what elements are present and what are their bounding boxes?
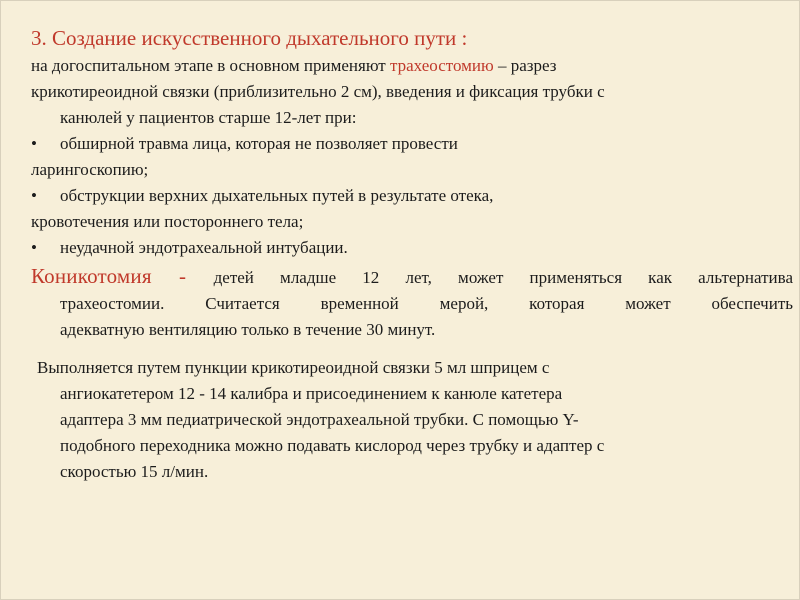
konikotomia-line-2: трахеостомии. Считается временной мерой, которая может обеспечить	[60, 294, 793, 313]
slide-content	[31, 23, 793, 485]
konikotomia-block	[31, 263, 793, 343]
procedure-line: скоростью 15 л/мин.	[60, 462, 209, 481]
tracheostomy-term: трахеостомию	[389, 56, 494, 75]
bullet-icon: •	[31, 186, 37, 205]
bullet-item	[31, 235, 793, 261]
bullet-icon: •	[31, 134, 37, 153]
procedure-line: Выполняется путем пункции крикотиреоидной связки 5 мл шприцем с	[37, 358, 550, 377]
bullet-item	[31, 131, 793, 157]
slide-title: 3. Создание искусственного дыхательного пути :	[31, 26, 468, 50]
procedure-line: подобного переходника можно подавать кислород через трубку и адаптер с	[60, 436, 605, 455]
bullet-text: обширной травма лица, которая не позволяет провести	[60, 134, 458, 153]
intro-text-suffix: – разрез	[493, 56, 557, 75]
procedure-paragraph	[31, 355, 793, 485]
intro-line-2: крикотиреоидной связки (приблизительно 2 см), введения и фиксация трубки с	[31, 82, 605, 101]
procedure-line: адаптера 3 мм педиатрической эндотрахеальной трубки. С помощью Y-	[60, 410, 579, 429]
intro-line-3: канюлей у пациентов старше 12-лет при:	[60, 108, 357, 127]
bullet-text: неудачной эндотрахеальной интубации.	[60, 238, 348, 257]
bullet-continuation: ларингоскопию;	[31, 160, 149, 179]
bullet-text: обструкции верхних дыхательных путей в результате отека,	[60, 186, 494, 205]
konikotomia-text: детей младше 12 лет, может применяться как альтернатива	[213, 268, 793, 287]
konikotomia-term: Коникотомия -	[31, 264, 214, 288]
bullet-icon: •	[31, 238, 37, 257]
intro-line-1	[31, 53, 793, 79]
bullet-continuation: кровотечения или постороннего тела;	[31, 212, 304, 231]
konikotomia-line-1	[31, 263, 793, 291]
procedure-line: ангиокатетером 12 - 14 калибра и присоединением к канюле катетера	[60, 384, 563, 403]
konikotomia-line-3: адекватную вентиляцию только в течение 30 минут.	[60, 320, 436, 339]
bullet-item	[31, 183, 793, 209]
intro-text: на догоспитальном этапе в основном применяют	[31, 56, 390, 75]
